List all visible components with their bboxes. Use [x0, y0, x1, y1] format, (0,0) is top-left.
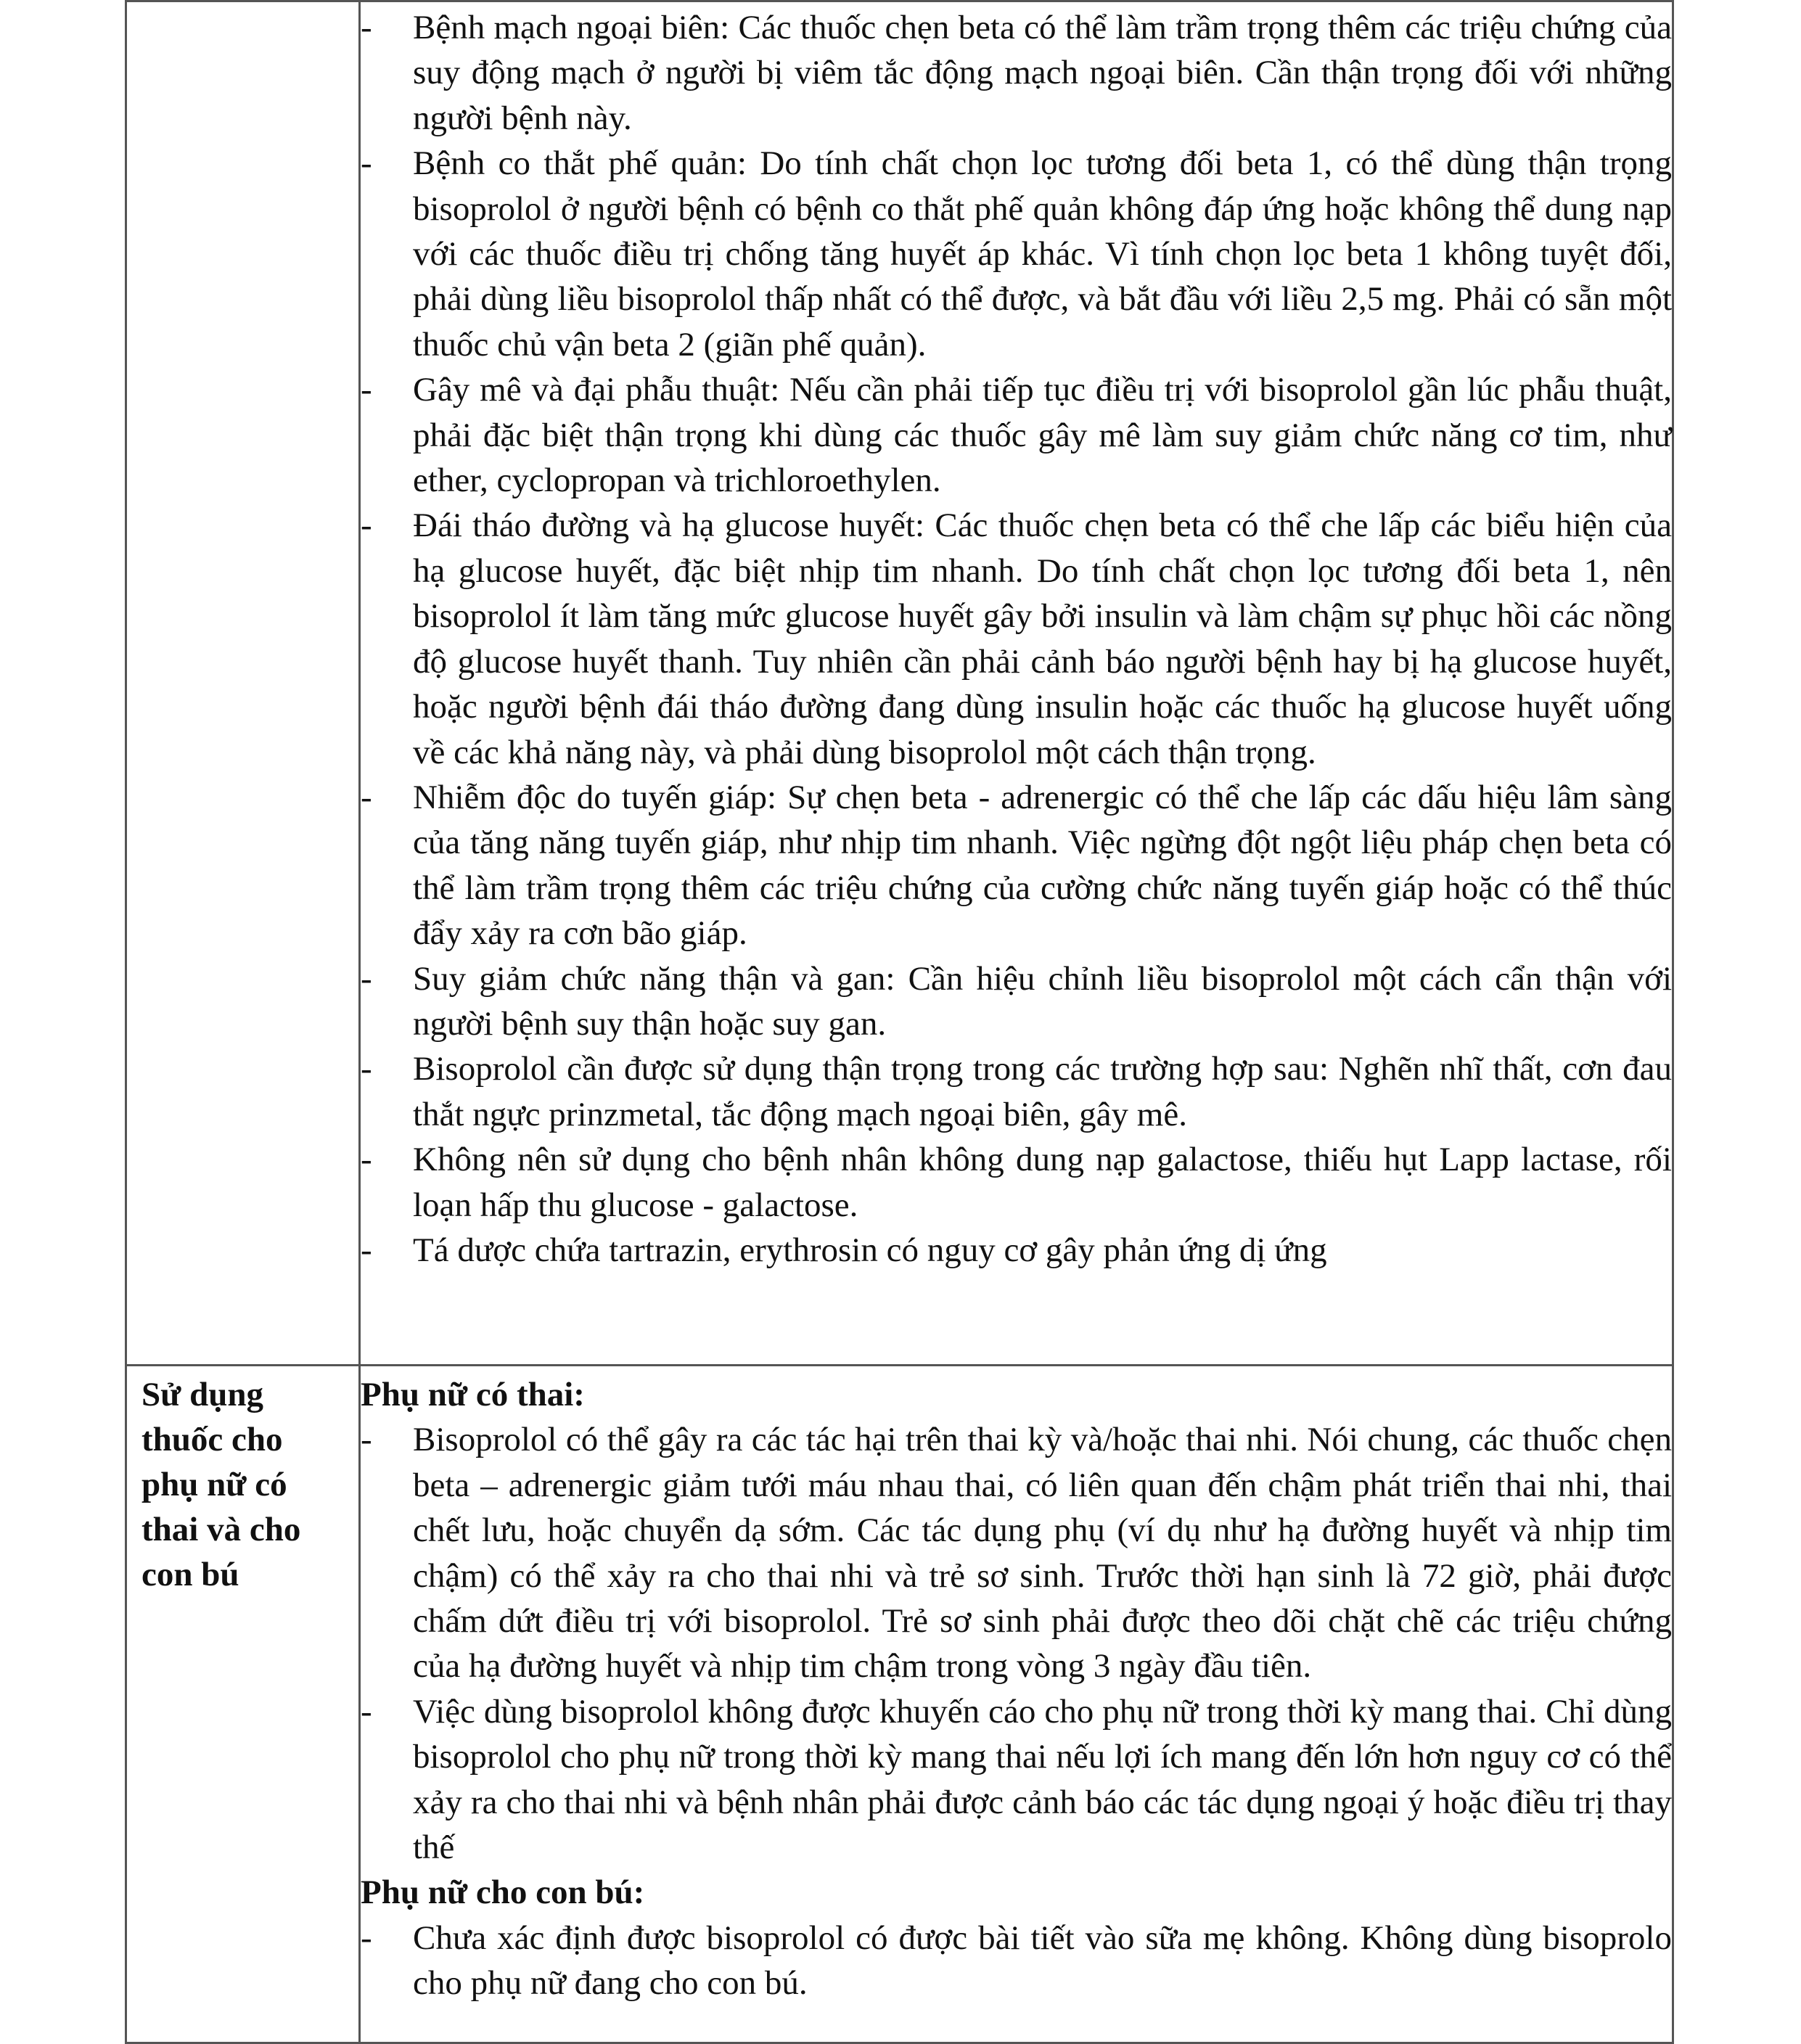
pregnancy-label-cell	[126, 1366, 360, 2043]
pregnant-heading: Phụ nữ có thai:	[361, 1376, 585, 1413]
list-item: - Tá dược chứa tartrazin, erythrosin có nguy cơ gây phản ứng dị ứng	[361, 1228, 1672, 1273]
row-label: Sử dụng thuốc cho phụ nữ có thai và cho con bú	[141, 1376, 301, 1593]
bullet-dash: -	[361, 9, 372, 46]
bullet-dash: -	[361, 778, 372, 816]
list-item: - Việc dùng bisoprolol không được khuyến cáo cho phụ nữ trong thời kỳ mang thai. Chỉ dùng bisoprolol cho phụ nữ trong thời kỳ mang thai nếu lợi ích mang đến lớn hơn nguy cơ có thể xảy ra cho thai nhi và bệnh nhân phải được cảnh báo các tác dụng ngoại ý hoặc điều trị thay thế	[361, 1689, 1672, 1871]
list-item: - Chưa xác định được bisoprolol có được bài tiết vào sữa mẹ không. Không dùng bisoprolo cho phụ nữ đang cho con bú.	[361, 1916, 1672, 2006]
list-item: - Không nên sử dụng cho bệnh nhân không dung nạp galactose, thiếu hụt Lapp lactase, rối loạn hấp thu glucose - galactose.	[361, 1137, 1672, 1228]
pregnant-list	[361, 1417, 1672, 1870]
list-item: - Nhiễm độc do tuyến giáp: Sự chẹn beta - adrenergic có thể che lấp các dấu hiệu lâm sàng của tăng năng tuyến giáp, như nhịp tim nhanh. Việc ngừng đột ngột liệu pháp chẹn beta có thể làm trầm trọng thêm các triệu chứng của cường chức năng tuyến giáp hoặc có thể thúc đẩy xảy ra cơn bão giáp.	[361, 775, 1672, 956]
list-item: - Đái tháo đường và hạ glucose huyết: Các thuốc chẹn beta có thể che lấp các biểu hiện của hạ glucose huyết, đặc biệt nhịp tim nhanh. Do tính chất chọn lọc tương đối beta 1, nên bisoprolol ít làm tăng mức glucose huyết gây bởi insulin và làm chậm sự phục hồi các nồng độ glucose huyết thanh. Tuy nhiên cần phải cảnh báo người bệnh hay bị hạ glucose huyết, hoặc người bệnh đái tháo đường đang dùng insulin hoặc các thuốc hạ glucose huyết uống về các khả năng này, và phải dùng bisoprolol một cách thận trọng.	[361, 503, 1672, 774]
bullet-dash: -	[361, 1692, 372, 1731]
bullet-dash: -	[361, 371, 372, 409]
drug-info-table	[125, 0, 1674, 2044]
breastfeeding-list	[361, 1916, 1672, 2006]
bullet-dash: -	[361, 506, 372, 545]
precautions-list	[361, 5, 1672, 1273]
list-item: - Bệnh mạch ngoại biên: Các thuốc chẹn beta có thể làm trầm trọng thêm các triệu chứng của suy động mạch ở người bị viêm tắc động mạch ngoại biên. Cần thận trọng đối với những người bệnh này.	[361, 5, 1672, 141]
list-item: - Suy giảm chức năng thận và gan: Cần hiệu chỉnh liều bisoprolol một cách cẩn thận với người bệnh suy thận hoặc suy gan.	[361, 956, 1672, 1047]
bullet-dash: -	[361, 1050, 372, 1088]
bullet-dash: -	[361, 1231, 372, 1269]
list-item: - Bệnh co thắt phế quản: Do tính chất chọn lọc tương đối beta 1, có thể dùng thận trọng bisoprolol ở người bệnh có bệnh co thắt phế quản không đáp ứng hoặc không thể dung nạp với các thuốc điều trị chống tăng huyết áp khác. Vì tính chọn lọc beta 1 không tuyệt đối, phải dùng liều bisoprolol thấp nhất có thể được, và bắt đầu với liều 2,5 mg. Phải có sẵn một thuốc chủ vận beta 2 (giãn phế quản).	[361, 141, 1672, 367]
pregnancy-content-cell	[360, 1366, 1673, 2043]
list-item: - Gây mê và đại phẫu thuật: Nếu cần phải tiếp tục điều trị với bisoprolol gần lúc phẫu thuật, phải đặc biệt thận trọng khi dùng các thuốc gây mê làm suy giảm chức năng cơ tim, như ether, cyclopropan và trichloroethylen.	[361, 367, 1672, 503]
bullet-dash: -	[361, 1918, 372, 1957]
bullet-dash: -	[361, 959, 372, 998]
list-item: - Bisoprolol có thể gây ra các tác hại trên thai kỳ và/hoặc thai nhi. Nói chung, các thuốc chẹn beta – adrenergic giảm tưới máu nhau thai, có liên quan đến chậm phát triển thai nhi, thai chết lưu, hoặc chuyển dạ sớm. Các tác dụng phụ (ví dụ như hạ đường huyết và nhịp tim chậm) có thể xảy ra cho thai nhi và trẻ sơ sinh. Trước thời hạn sinh là 72 giờ, phải được chấm dứt điều trị với bisoprolol. Trẻ sơ sinh phải được theo dõi chặt chẽ các triệu chứng của hạ đường huyết và nhịp tim chậm trong vòng 3 ngày đầu tiên.	[361, 1417, 1672, 1688]
list-item: - Bisoprolol cần được sử dụng thận trọng trong các trường hợp sau: Nghẽn nhĩ thất, cơn đau thắt ngực prinzmetal, tắc động mạch ngoại biên, gây mê.	[361, 1046, 1672, 1137]
precautions-label-cell	[126, 1, 360, 1366]
precautions-content-cell	[360, 1, 1673, 1366]
bullet-dash: -	[361, 1421, 372, 1459]
breastfeeding-heading: Phụ nữ cho con bú:	[361, 1873, 645, 1912]
bullet-dash: -	[361, 1141, 372, 1179]
bullet-dash: -	[361, 144, 372, 183]
pregnancy-row	[126, 1366, 1673, 2043]
precautions-row	[126, 1, 1673, 1366]
